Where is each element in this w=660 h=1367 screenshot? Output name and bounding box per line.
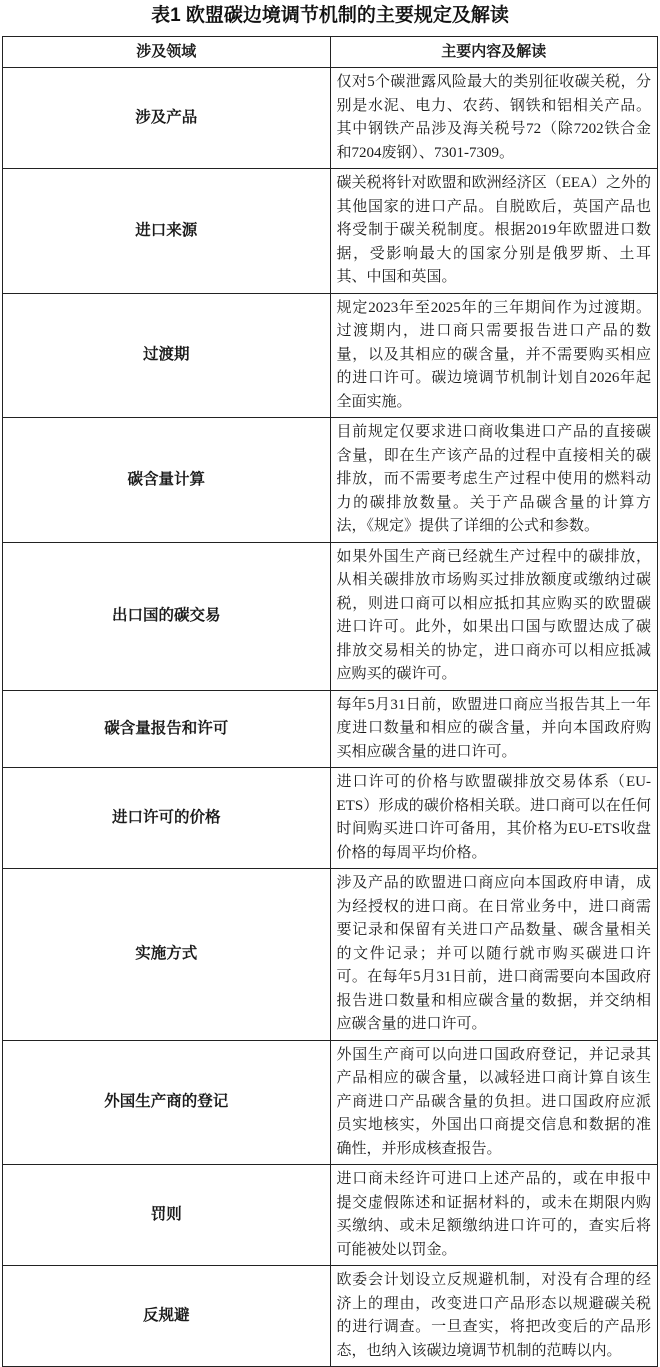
row-content-cell: 进口许可的价格与欧盟碳排放交易体系（EU-ETS）形成的碳价格相关联。进口商可以在任何时间购买进口许可备用，其价格为EU-ETS收盘价格的每周平均价格。 — [330, 768, 658, 869]
row-field-cell: 碳含量报告和许可 — [3, 690, 331, 768]
row-field-cell: 罚则 — [3, 1165, 331, 1266]
header-field: 涉及领域 — [3, 37, 331, 68]
table-row — [3, 169, 658, 294]
row-field-cell: 过渡期 — [3, 293, 331, 418]
row-field-cell: 碳含量计算 — [3, 418, 331, 543]
row-content-cell: 每年5月31日前，欧盟进口商应当报告其上一年度进口数量和相应的碳含量，并向本国政府购买相应碳含量的进口许可。 — [330, 690, 658, 768]
row-field-cell: 进口来源 — [3, 169, 331, 294]
row-content-cell: 碳关税将针对欧盟和欧洲经济区（EEA）之外的其他国家的进口产品。自脱欧后，英国产品也将受制于碳关税制度。根据2019年欧盟进口数据，受影响最大的国家分别是俄罗斯、土耳其、中国和英国。 — [330, 169, 658, 294]
table-title: 表1 欧盟碳边境调节机制的主要规定及解读 — [151, 5, 509, 26]
row-field-cell: 进口许可的价格 — [3, 768, 331, 869]
table-row — [3, 68, 658, 169]
table-row — [3, 768, 658, 869]
row-field-cell: 外国生产商的登记 — [3, 1040, 331, 1165]
table-header-row — [3, 37, 658, 68]
row-field-cell: 实施方式 — [3, 869, 331, 1041]
row-content-cell: 外国生产商可以向进口国政府登记，并记录其产品相应的碳含量，以减轻进口商计算自该生产商进口产品碳含量的负担。进口国政府应派员实地核实，外国出口商提交信息和数据的准确性，并形成核查报告。 — [330, 1040, 658, 1165]
table-row — [3, 869, 658, 1041]
row-field-cell: 出口国的碳交易 — [3, 542, 331, 690]
table-row — [3, 542, 658, 690]
row-content-cell: 进口商未经许可进口上述产品的，或在申报中提交虚假陈述和证据材料的，或未在期限内购买缴纳、或未足额缴纳进口许可的，查实后将可能被处以罚金。 — [330, 1165, 658, 1266]
table-row — [3, 690, 658, 768]
row-content-cell: 欧委会计划设立反规避机制，对没有合理的经济上的理由，改变进口产品形态以规避碳关税的进行调查。一旦查实，将把改变后的产品形态，也纳入该碳边境调节机制的范畴以内。 — [330, 1266, 658, 1367]
row-field-cell: 涉及产品 — [3, 68, 331, 169]
table-row — [3, 1040, 658, 1165]
table-row — [3, 1266, 658, 1367]
row-content-cell: 目前规定仅要求进口商收集进口产品的直接碳含量，即在生产该产品的过程中直接相关的碳排放，而不需要考虑生产过程中使用的燃料动力的碳排放数量。关于产品碳含量的计算方法，《规定》提供了详细的公式和参数。 — [330, 418, 658, 543]
row-content-cell: 仅对5个碳泄露风险最大的类别征收碳关税，分别是水泥、电力、农药、钢铁和铝相关产品。其中钢铁产品涉及海关税号72（除7202铁合金和7204废钢）、7301-7309。 — [330, 68, 658, 169]
row-content-cell: 规定2023年至2025年的三年期间作为过渡期。过渡期内，进口商只需要报告进口产品的数量，以及其相应的碳含量，并不需要购买相应的进口许可。碳边境调节机制计划自2026年起全面实施。 — [330, 293, 658, 418]
row-content-cell: 如果外国生产商已经就生产过程中的碳排放，从相关碳排放市场购买过排放额度或缴纳过碳税，则进口商可以相应抵扣其应购买的欧盟碳进口许可。此外，如果出口国与欧盟达成了碳排放交易相关的协定，进口商亦可以相应抵减应购买的碳许可。 — [330, 542, 658, 690]
row-field-cell: 反规避 — [3, 1266, 331, 1367]
regulation-table — [2, 36, 658, 1367]
row-content-cell: 涉及产品的欧盟进口商应向本国政府申请，成为经授权的进口商。在日常业务中，进口商需要记录和保留有关进口产品数量、碳含量相关的文件记录；并可以随行就市购买碳进口许可。在每年5月31日前，进口商需要向本国政府报告进口数量和相应碳含量的数据，并交纳相应碳含量的进口许可。 — [330, 869, 658, 1041]
header-content: 主要内容及解读 — [330, 37, 658, 68]
table-row — [3, 418, 658, 543]
table-row — [3, 293, 658, 418]
table-row — [3, 1165, 658, 1266]
